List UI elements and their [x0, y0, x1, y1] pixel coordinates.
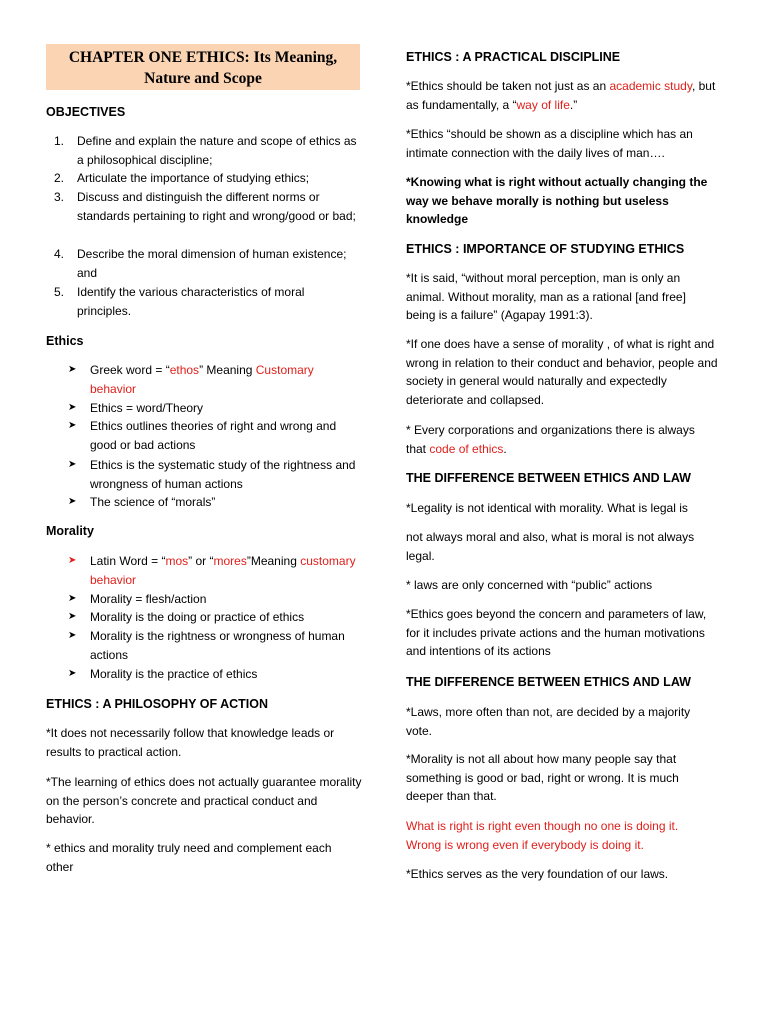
difference2-paragraph-1: *Laws, more often than not, are decided by a majority vote. — [406, 705, 691, 738]
arrow-bullet-icon: ➤ — [68, 420, 77, 431]
objective-item: Identify the various characteristics of moral principles. — [77, 285, 305, 318]
objective-item: Define and explain the nature and scope of ethics as a philosophical discipline; — [77, 134, 357, 167]
morality-item: Morality is the doing or practice of ethics — [90, 610, 305, 624]
arrow-bullet-icon: ➤ — [68, 555, 77, 566]
objectives-heading: OBJECTIVES — [46, 105, 126, 119]
objective-number: 4. — [54, 247, 65, 261]
practical-paragraph-2: *Ethics “should be shown as a discipline which has an intimate connection with the daily lives of man…. — [406, 127, 693, 160]
arrow-bullet-icon: ➤ — [68, 459, 77, 470]
arrow-bullet-icon: ➤ — [68, 593, 77, 604]
ethics-item: The science of “morals” — [90, 495, 216, 509]
chapter-title-line1: CHAPTER ONE ETHICS: Its Meaning, — [68, 49, 338, 66]
difference-heading-1: THE DIFFERENCE BETWEEN ETHICS AND LAW — [406, 471, 691, 485]
arrow-bullet-icon: ➤ — [68, 364, 77, 375]
objective-number: 3. — [54, 190, 65, 204]
philosophy-paragraph-2: *The learning of ethics does not actually guarantee morality on the person’s concrete and practical conduct and behavior. — [46, 775, 362, 826]
arrow-bullet-icon: ➤ — [68, 611, 77, 622]
difference1-paragraph-2: * laws are only concerned with “public” actions — [406, 578, 653, 592]
morality-item: Morality is the rightness or wrongness of human actions — [90, 629, 345, 662]
chapter-title-line2: Nature and Scope — [144, 70, 262, 87]
practical-discipline-heading: ETHICS : A PRACTICAL DISCIPLINE — [406, 50, 621, 64]
objective-item: Articulate the importance of studying ethics; — [77, 171, 310, 185]
philosophy-paragraph-3: * ethics and morality truly need and complement each other — [46, 841, 332, 874]
objective-number: 1. — [54, 134, 65, 148]
ethics-item: Ethics outlines theories of right and wrong and good or bad actions — [90, 419, 337, 452]
arrow-bullet-icon: ➤ — [68, 402, 77, 413]
importance-paragraph-3: * Every corporations and organizations there is always that code of ethics. — [406, 423, 695, 456]
objective-number: 5. — [54, 285, 65, 299]
objective-item: Describe the moral dimension of human existence; and — [77, 247, 347, 280]
importance-paragraph-1: *It is said, “without moral perception, man is only an animal. Without morality, man as a rational [and free] being is a failure” (Agapay 1991:3). — [406, 271, 686, 322]
practical-paragraph-3: *Knowing what is right without actually changing the way we behave morally is nothing but useless knowledge — [406, 175, 708, 226]
arrow-bullet-icon: ➤ — [68, 496, 77, 507]
objective-item: Discuss and distinguish the different norms or standards pertaining to right and wrong/good or bad; — [77, 190, 356, 223]
difference2-paragraph-3: What is right is right even though no one is doing it. Wrong is wrong even if everybody is doing it. — [406, 819, 679, 852]
chapter-title — [46, 44, 360, 90]
arrow-bullet-icon: ➤ — [68, 630, 77, 641]
morality-item: Latin Word = “mos” or “mores”Meaning customary behavior — [90, 554, 356, 587]
morality-item: Morality is the practice of ethics — [90, 667, 258, 681]
difference1-paragraph-1b: not always moral and also, what is moral is not always legal. — [406, 530, 695, 563]
difference2-paragraph-2: *Morality is not all about how many people say that something is good or bad, right or wrong. It is much deeper than that. — [406, 752, 679, 803]
philosophy-paragraph-1: *It does not necessarily follow that knowledge leads or results to practical action. — [46, 726, 335, 759]
morality-item: Morality = flesh/action — [90, 592, 207, 606]
importance-heading: ETHICS : IMPORTANCE OF STUDYING ETHICS — [406, 242, 685, 256]
morality-heading: Morality — [46, 524, 94, 538]
difference1-paragraph-1a: *Legality is not identical with morality. What is legal is — [406, 501, 688, 515]
difference1-paragraph-3: *Ethics goes beyond the concern and parameters of law, for it includes private actions and the human motivations and intentions of its actions — [406, 607, 707, 658]
difference-heading-2: THE DIFFERENCE BETWEEN ETHICS AND LAW — [406, 675, 691, 689]
arrow-bullet-icon: ➤ — [68, 668, 77, 679]
practical-paragraph-1: *Ethics should be taken not just as an academic study, but as fundamentally, a “way of life.” — [406, 79, 716, 112]
difference2-paragraph-4: *Ethics serves as the very foundation of our laws. — [406, 867, 669, 881]
importance-paragraph-2: *If one does have a sense of morality , of what is right and wrong in relation to their conduct and behavior, people and society in general would naturally and expectedly deteriorate and collapsed. — [406, 337, 718, 407]
ethics-item: Ethics is the systematic study of the rightness and wrongness of human actions — [90, 458, 356, 491]
ethics-heading: Ethics — [46, 334, 84, 348]
philosophy-of-action-heading: ETHICS : A PHILOSOPHY OF ACTION — [46, 697, 269, 711]
ethics-item: Ethics = word/Theory — [90, 401, 204, 415]
ethics-item: Greek word = “ethos” Meaning Customary behavior — [90, 363, 314, 396]
objective-number: 2. — [54, 171, 65, 185]
